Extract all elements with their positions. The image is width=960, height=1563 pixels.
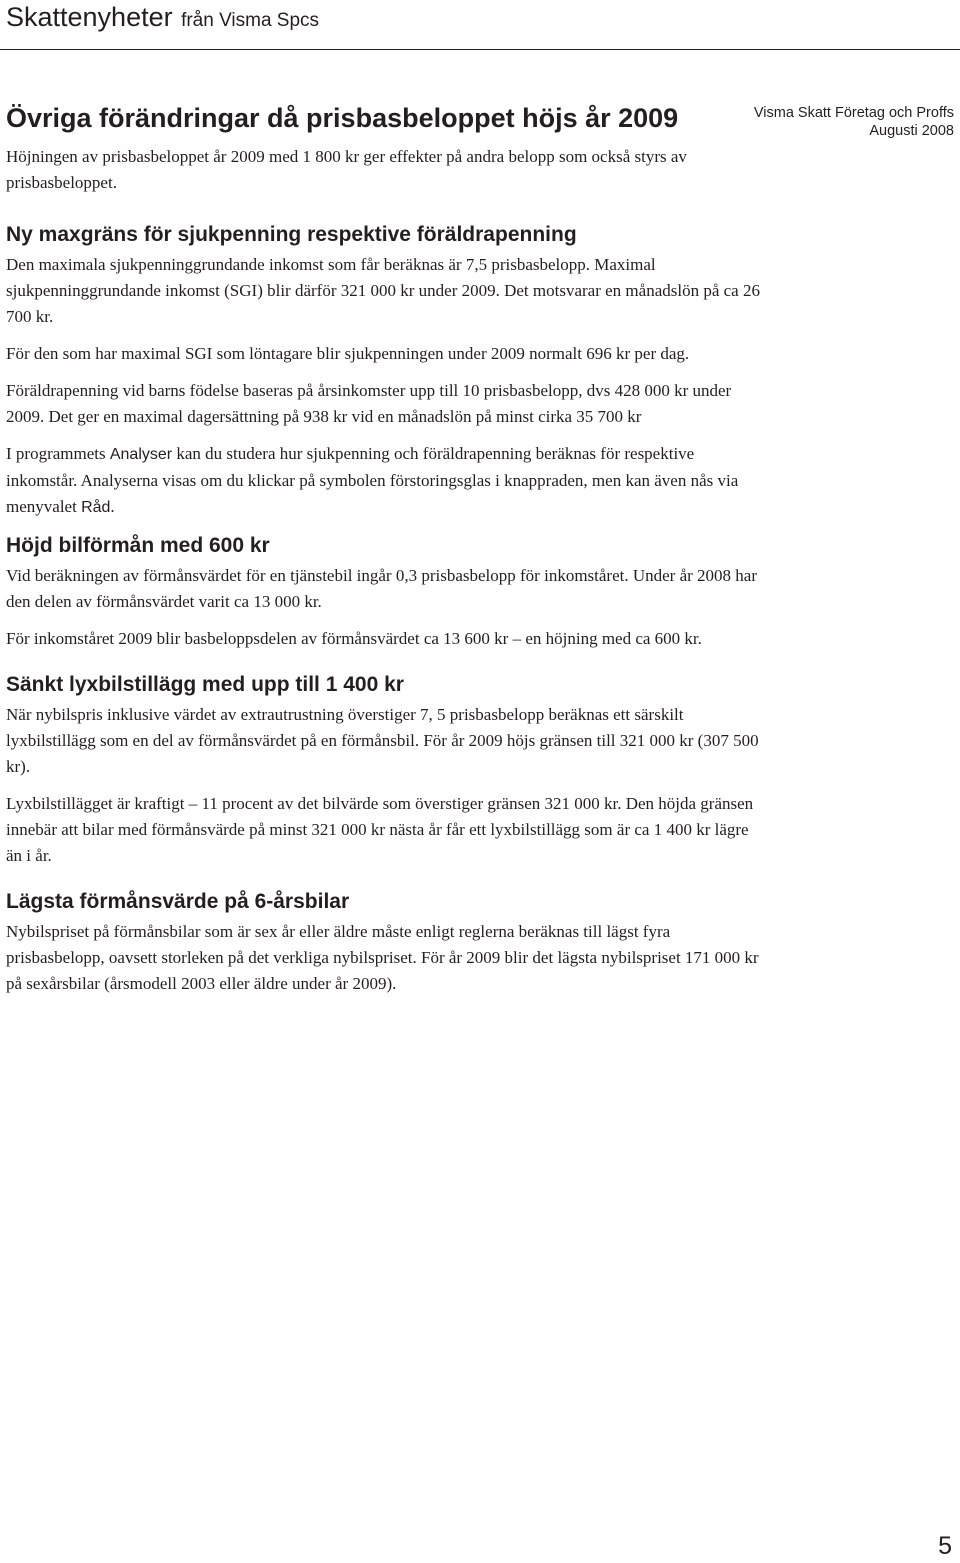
paragraph: Vid beräkningen av förmånsvärdet för en tjänstebil ingår 0,3 prisbasbelopp för inkomståret. Under år 2008 har den delen av förmånsvärdet varit ca 13 000 kr.	[6, 566, 758, 611]
section-heading: Höjd bilförmån med 600 kr	[6, 534, 270, 557]
page-number: 5	[938, 1532, 952, 1560]
paragraph: När nybilspris inklusive värdet av extrautrustning överstiger 7, 5 prisbasbelopp beräknas ett särskilt lyxbilstillägg som en del av förmånsvärdet på en förmånsbil. För år 2009 höjs gränsen till 321 000 kr (307 500 kr).	[6, 705, 759, 776]
masthead-brand: Skattenyheter	[6, 2, 173, 32]
text-run: .	[110, 497, 115, 516]
rad-menu-term: Råd	[81, 499, 111, 516]
paragraph: För den som har maximal SGI som löntagare blir sjukpenningen under 2009 normalt 696 kr per dag.	[6, 344, 690, 363]
section-sjukpenning	[6, 221, 766, 521]
text-run: kan du studera hur sjukpenning och föräldrapenning beräknas för respektive inkomstår. Analyserna visas om du klickar på symbolen förstoringsglas i knappraden, men kan även nås via menyvalet	[6, 444, 739, 516]
article-intro-block	[6, 100, 741, 196]
text-run: I programmets	[6, 444, 110, 463]
section-heading: Ny maxgräns för sjukpenning respektive föräldrapenning	[6, 223, 577, 246]
paragraph: Den maximala sjukpenninggrundande inkomst som får beräknas är 7,5 prisbasbelopp. Maximal sjukpenninggrundande inkomst (SGI) blir därför 321 000 kr under 2009. Det motsvarar en månadslön på ca 26 700 kr.	[6, 255, 760, 326]
publication-name: Visma Skatt Företag och Proffs	[753, 105, 954, 121]
article-title: Övriga förändringar då prisbasbeloppet höjs år 2009	[6, 103, 679, 133]
paragraph: Nybilspriset på förmånsbilar som är sex år eller äldre måste enligt reglerna beräknas till lägst fyra prisbasbelopp, oavsett storleken på det verkliga nybilspriset. För år 2009 blir det lägsta nybilspriset 171 000 kr på sexårsbilar (årsmodell 2003 eller äldre under år 2009).	[6, 922, 759, 993]
publication-date: Augusti 2008	[869, 123, 954, 139]
article-intro: Höjningen av prisbasbeloppet år 2009 med 1 800 kr ger effekter på andra belopp som också styrs av prisbasbeloppet.	[6, 147, 687, 192]
paragraph: Lyxbilstillägget är kraftigt – 11 procent av det bilvärde som överstiger gränsen 321 000 kr. Den höjda gränsen innebär att bilar med förmånsvärde på minst 321 000 kr nästa år får ett lyxbilstillägg som är ca 1 400 kr lägre än i år.	[6, 794, 754, 865]
section-heading: Lägsta förmånsvärde på 6-årsbilar	[6, 890, 350, 913]
masthead	[6, 2, 319, 33]
article-body	[6, 100, 766, 1008]
section-lyxbil	[6, 671, 766, 869]
publication-info	[754, 104, 954, 140]
analyser-term: Analyser	[109, 446, 173, 463]
section-bilformans	[6, 532, 766, 652]
masthead-subtitle: från Visma Spcs	[181, 10, 320, 31]
header-rule	[0, 49, 960, 50]
paragraph	[6, 441, 766, 521]
section-heading: Sänkt lyxbilstillägg med upp till 1 400 kr	[6, 673, 404, 696]
paragraph: Föräldrapenning vid barns födelse baseras på årsinkomster upp till 10 prisbasbelopp, dvs 428 000 kr under 2009. Det ger en maximal dagersättning på 938 kr vid en månadslön på minst cirka 35 700 kr	[6, 381, 732, 426]
paragraph: För inkomståret 2009 blir basbeloppsdelen av förmånsvärdet ca 13 600 kr – en höjning med ca 600 kr.	[6, 629, 702, 648]
section-lagsta	[6, 888, 766, 997]
